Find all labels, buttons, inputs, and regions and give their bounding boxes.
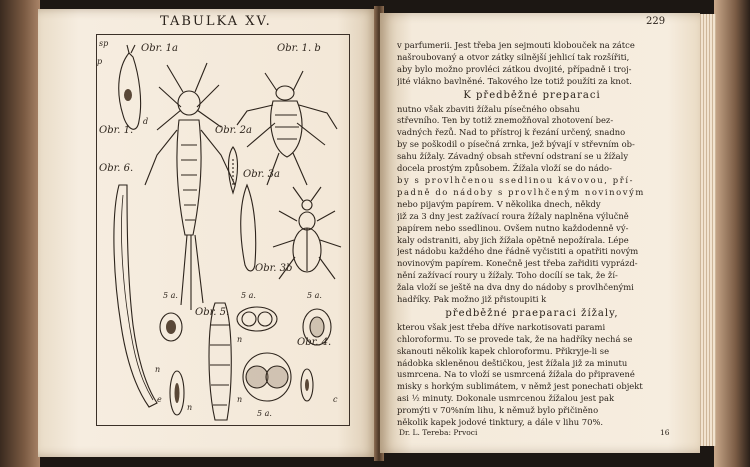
- page-text: [397, 40, 667, 429]
- text-line: sahu žížaly. Závadný obsah střevní odstraní se u žížaly: [397, 151, 629, 162]
- text-line: aby bylo možno provléci zátkou dvojité, případně i troj-: [397, 63, 632, 74]
- text-line: chloroformu. To se provede tak, že na hadříky nechá se: [397, 333, 633, 344]
- label-obr-3a: Obr. 3a: [243, 169, 280, 180]
- text-line: nebo pijavým papírem. V několika dnech, někdy: [397, 198, 601, 209]
- text-line: asi ½ minuty. Dokonale usmrcenou žížalou jest pak: [397, 393, 615, 404]
- label-obr-1: Obr. 1.: [99, 125, 134, 136]
- section-heading: předběžné praeparaci žížaly,: [445, 307, 619, 319]
- label-obr-6: Obr. 6.: [99, 163, 134, 174]
- figure-3b: [241, 185, 256, 271]
- text-line: několik kapek jodové tinktury, a dále v lihu 70%.: [397, 417, 604, 428]
- text-line: nění zažívací roury u žížaly. Toho docílí se tak, že ží-: [397, 270, 618, 281]
- text-line: hadříky. Pak možno již přistoupiti k: [397, 294, 547, 305]
- text-line: našroubovaný a otvor zátky silnější jehlicí tak rozšířiti,: [397, 51, 630, 62]
- figure-5a-double: [237, 307, 277, 331]
- footer-signature: 16: [660, 428, 670, 437]
- text-line: již za 3 dny jest zažívací roura žížaly naplněna výlučně: [397, 210, 629, 221]
- figure-larva: [145, 63, 235, 310]
- text-line: docela prostým způsobem. Žížala vloží se do nádo-: [397, 163, 612, 174]
- footer-author: Dr. L. Tereba: Prvoci: [399, 428, 478, 437]
- text-line: nutno však zbaviti žížalu písečného obsahu: [397, 103, 581, 114]
- text-line: vadných řezů. Nad to přístroj k řezání určený, snadno: [397, 127, 626, 138]
- label-obr-4: Obr. 4.: [297, 337, 332, 348]
- label-obr-1a: Obr. 1a: [141, 43, 178, 54]
- book-cover-right: [714, 0, 750, 467]
- label-sp: sp: [99, 39, 109, 48]
- page-number: 229: [646, 16, 666, 27]
- text-line: by se poškodil o písečná zrnka, jež bývají v střevním ob-: [397, 139, 635, 150]
- label-obr-1b: Obr. 1. b: [277, 43, 321, 54]
- text-line: nádobka skleněnou deštičkou, jest žížala již za minutu: [397, 357, 628, 368]
- text-line: žala vloží se ještě na dva dny do nádoby s provlhčenými: [397, 282, 634, 293]
- text-line: jité vlákno bavlněné. Takového lze totiž použíti za knot.: [397, 75, 632, 86]
- label-n-3: n: [237, 335, 243, 344]
- text-line: papírem nebo ssedlinou. Ovšem nutno každodenně vý-: [397, 222, 629, 233]
- text-line: kaly odstraniti, aby jich žížala opětně nepožírala. Lépe: [397, 234, 629, 245]
- label-5a-1: 5 a.: [163, 291, 178, 300]
- label-e: e: [157, 395, 162, 404]
- text-line: misky s horkým sublimátem, v němž jest ponechati objekt: [397, 381, 643, 392]
- plate-drawings: [97, 35, 349, 425]
- text-line: padně do nádoby s provlhčeným novinovým: [397, 186, 645, 197]
- text-line: promýti v 70%ním lihu, k němuž bylo přičiněno: [397, 405, 599, 416]
- text-line: v parfumerii. Jest třeba jen sejmouti klobouček na zátce: [397, 40, 635, 50]
- figure-5a-large: [243, 353, 291, 401]
- label-5a-3: 5 a.: [307, 291, 322, 300]
- section-heading: K předběžné preparaci: [463, 89, 601, 101]
- book-cover-left: [0, 0, 40, 467]
- text-line: kterou však jest třeba dříve narkotisovati parami: [397, 321, 606, 332]
- plate-title: TABULKA XV.: [160, 14, 272, 29]
- text-line: novinovým papírem. Konečně jest třeba zařiditi vyprázd-: [397, 258, 638, 269]
- text-line: usmrcena. Na to vloží se usmrcená žížala do připravené: [397, 369, 635, 380]
- label-n-4: n: [237, 395, 243, 404]
- text-line: by s provlhčenou ssedlinou kávovou, pří-: [397, 174, 635, 185]
- label-n-2: n: [187, 403, 193, 412]
- label-5a-2: 5 a.: [241, 291, 256, 300]
- label-obr-5: Obr. 5.: [195, 307, 230, 318]
- plate-illustration: [96, 34, 350, 426]
- label-5a-4: 5 a.: [257, 409, 272, 418]
- label-c: c: [333, 395, 338, 404]
- label-obr-3b: Obr. 3b: [255, 263, 293, 274]
- label-d: d: [143, 117, 149, 126]
- figure-6: [114, 185, 157, 407]
- label-n-1: n: [155, 365, 161, 374]
- text-line: skanouti několik kapek chloroformu. Přikryje-li se: [397, 345, 610, 356]
- text-line: jest nádobu každého dne řádně vyčistiti a opatřiti novým: [397, 246, 639, 257]
- figure-1b: [237, 71, 337, 185]
- figure-2a: [229, 147, 238, 193]
- figure-5: [209, 303, 231, 420]
- page-edges: [698, 14, 716, 446]
- text-line: střevního. Ten by totiž znemožňoval zhotovení bez-: [397, 115, 614, 126]
- label-p: p: [97, 57, 103, 66]
- label-obr-2a: Obr. 2a: [215, 125, 252, 136]
